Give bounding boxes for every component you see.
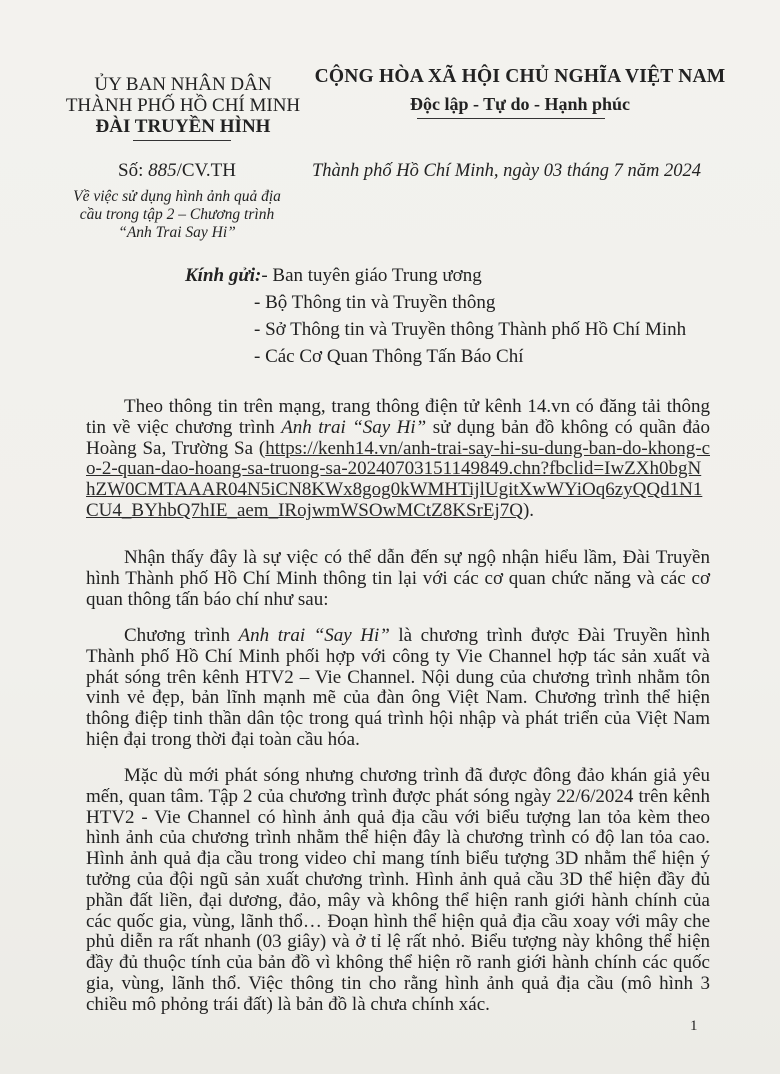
doc-number-suffix: /CV.TH (176, 160, 236, 181)
recipient-item: - Bộ Thông tin và Truyền thông (254, 292, 496, 313)
national-motto: Độc lập - Tự do - Hạnh phúc (409, 94, 631, 114)
national-header (300, 66, 740, 115)
program-name: Anh trai “Say Hi” (238, 625, 390, 646)
paragraph-4 (86, 766, 710, 1016)
paragraph-4-text: Mặc dù mới phát sóng nhưng chương trình đã được đông đảo khán giả yêu mến, quan tâm. Tập 2 của chương trình được phát sóng ngày 22/6/2024 trên kênh HTV2 - Vie Channel có hình ảnh quả địa cầu với biểu tượng lan tỏa kèm theo hình ảnh của chương trình nhằm thể hiện đây là chương trình có độ lan tỏa cao. Hình ảnh quả địa cầu trong video chỉ mang tính biểu tượng 3D nhằm thể hiện ý tưởng của đội ngũ sản xuất chương trình. Hình ảnh quả cầu 3D thể hiện đầy đủ phần đất liền, đại dương, đảo, mây và không thể hiện ranh giới hành chính của các quốc gia, vùng, lãnh thổ… Đoạn hình thể hiện quả địa cầu xoay với mây che phủ diễn ra rất nhanh (03 giây) và ở tỉ lệ rất nhỏ. Biểu tượng này không thể hiện đầy đủ thuộc tính của bản đồ vì không thể hiện rõ ranh giới hành chính các quốc gia, vùng, lãnh thổ. Việc thông tin cho rằng hình ảnh quả địa cầu (mô hình 3 chiều mô phỏng trái đất) là bản đồ là chưa chính xác. (86, 765, 710, 1015)
subject-line-1: Về việc sử dụng hình ảnh quả địa (73, 188, 281, 205)
recipient-item: - Ban tuyên giáo Trung ương (261, 265, 482, 286)
national-title: CỘNG HÒA XÃ HỘI CHỦ NGHĨA VIỆT NAM (314, 66, 726, 87)
document-number (118, 160, 236, 182)
paragraph-1-text-a: Theo thông tin trên mạng, trang thông điện tử kênh 14.vn có đăng tải thông tin về việc chương trình (86, 396, 710, 438)
paragraph-3 (86, 626, 710, 751)
document-date: Thành phố Hồ Chí Minh, ngày 03 tháng 7 năm 2024 (312, 161, 702, 181)
doc-number-handwritten: 885 (148, 160, 177, 181)
motto-underline (417, 118, 605, 119)
issuing-agency-header (48, 74, 318, 137)
paragraph-2-text: Nhận thấy đây là sự việc có thể dẫn đến sự ngộ nhận hiểu lầm, Đài Truyền hình Thành phố Hồ Chí Minh thông tin lại với các cơ quan chức năng và các cơ quan thông tấn báo chí như sau: (86, 547, 710, 610)
subject-line-2: cầu trong tập 2 – Chương trình (79, 206, 275, 223)
document-subject (62, 188, 292, 242)
paragraph-1-text-c: ). (522, 499, 535, 521)
recipient-item: - Các Cơ Quan Thông Tấn Báo Chí (254, 346, 524, 367)
agency-line-3: ĐÀI TRUYỀN HÌNH (95, 116, 271, 137)
paragraph-2 (86, 548, 710, 610)
doc-number-prefix: Số: (118, 160, 149, 181)
subject-line-3: “Anh Trai Say Hi” (118, 224, 236, 241)
source-article-link[interactable]: https://kenh14.vn/anh-trai-say-hi-su-dung-ban-do-khong-co-2-quan-dao-hoang-sa-truong-sa-20240703151149849.chn?fbclid=IwZXh0bgNhZW0CMTAAAR04N5iCN8KWx8gog0kWMHTijlUgitXwWYiOq6zyQQd1N1CU4_BYhbQ7hIE_aem_IRojwmWSOwMCtZ8KSrEj7Q (86, 437, 710, 521)
recipients-label: Kính gửi: (185, 265, 262, 286)
agency-underline (133, 140, 231, 141)
page-number: 1 (690, 1018, 698, 1034)
recipients-block (185, 262, 686, 370)
agency-line-1: ỦY BAN NHÂN DÂN (94, 74, 272, 95)
paragraph-3-text-b: là chương trình được Đài Truyền hình Thành phố Hồ Chí Minh phối hợp với công ty Vie Channel hợp tác sản xuất và phát sóng trên kênh HTV2 – Vie Channel. Nội dung của chương trình nhằm tôn vinh vẻ đẹp, bản lĩnh mạnh mẽ của đàn ông Việt Nam. Chương trình thể hiện thông điệp tinh thần dân tộc trong quá trình hội nhập và phát triển của Việt Nam hiện đại trong thời đại toàn cầu hóa. (86, 625, 710, 750)
paragraph-1 (86, 397, 710, 522)
paragraph-3-text-a: Chương trình (124, 625, 239, 646)
paragraph-1-text-b: sử dụng bản đồ không có quần đảo Hoàng Sa, Trường Sa ( (86, 416, 710, 459)
recipient-item: - Sở Thông tin và Truyền thông Thành phố Hồ Chí Minh (254, 319, 687, 340)
agency-line-2: THÀNH PHỐ HỒ CHÍ MINH (65, 95, 301, 116)
program-name: Anh trai “Say Hi” (281, 416, 427, 438)
